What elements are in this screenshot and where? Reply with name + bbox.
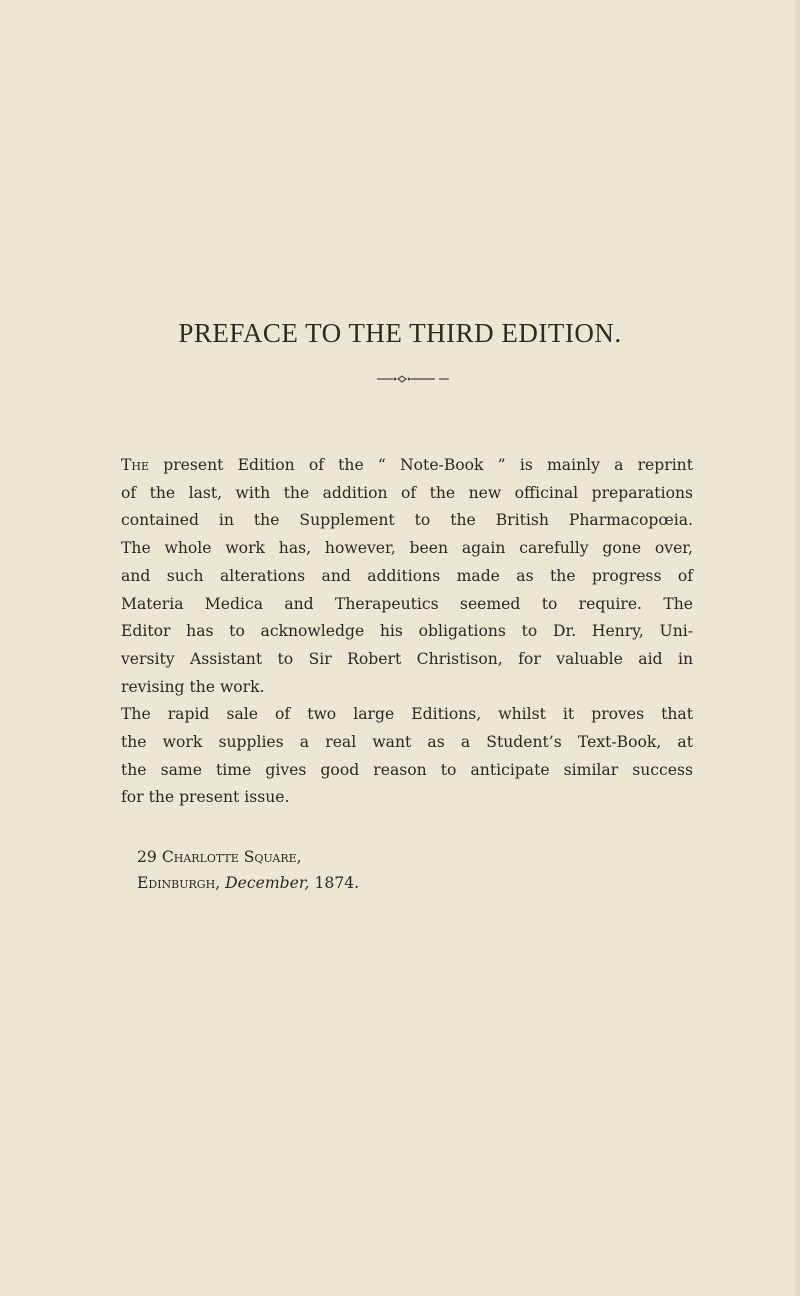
paragraph-1-line: versity Assistant to Sir Robert Christison, for valuable aid in <box>121 649 693 668</box>
page-title: PREFACE TO THE THIRD EDITION. <box>178 318 622 348</box>
page-edge <box>794 0 800 1296</box>
preface-signoff <box>137 844 359 896</box>
paragraph-2-line: The rapid sale of two large Editions, whilst it proves that <box>121 705 693 724</box>
paragraph-2-line: for the present issue. <box>121 788 290 807</box>
signoff-dateline: Edinburgh, December, 1874. <box>137 874 360 892</box>
paragraph-1-line: The present Edition of the “ Note-Book ” is mainly a reprint <box>121 456 693 474</box>
lead-word: The <box>121 456 150 474</box>
ornamental-rule-icon <box>377 374 449 384</box>
paragraph-1-line: Editor has to acknowledge his obligations to Dr. Henry, Uni- <box>121 622 693 641</box>
paragraph-1-line: of the last, with the addition of the new officinal preparations <box>121 483 693 502</box>
paragraph-1-line: and such alterations and additions made as the progress of <box>121 566 693 585</box>
preface-body <box>121 452 693 812</box>
paragraph-1-line: revising the work. <box>121 677 265 696</box>
signoff-address: 29 Charlotte Square, <box>137 848 302 866</box>
paragraph-1-line: The whole work has, however, been again carefully gone over, <box>121 539 693 558</box>
paragraph-1-line: Materia Medica and Therapeutics seemed to require. The <box>121 594 693 613</box>
paragraph-2-line: the work supplies a real want as a Student’s Text-Book, at <box>121 733 693 752</box>
paragraph-1-line: contained in the Supplement to the British Pharmacopœia. <box>121 511 693 530</box>
paragraph-2-line: the same time gives good reason to anticipate similar success <box>121 760 693 779</box>
